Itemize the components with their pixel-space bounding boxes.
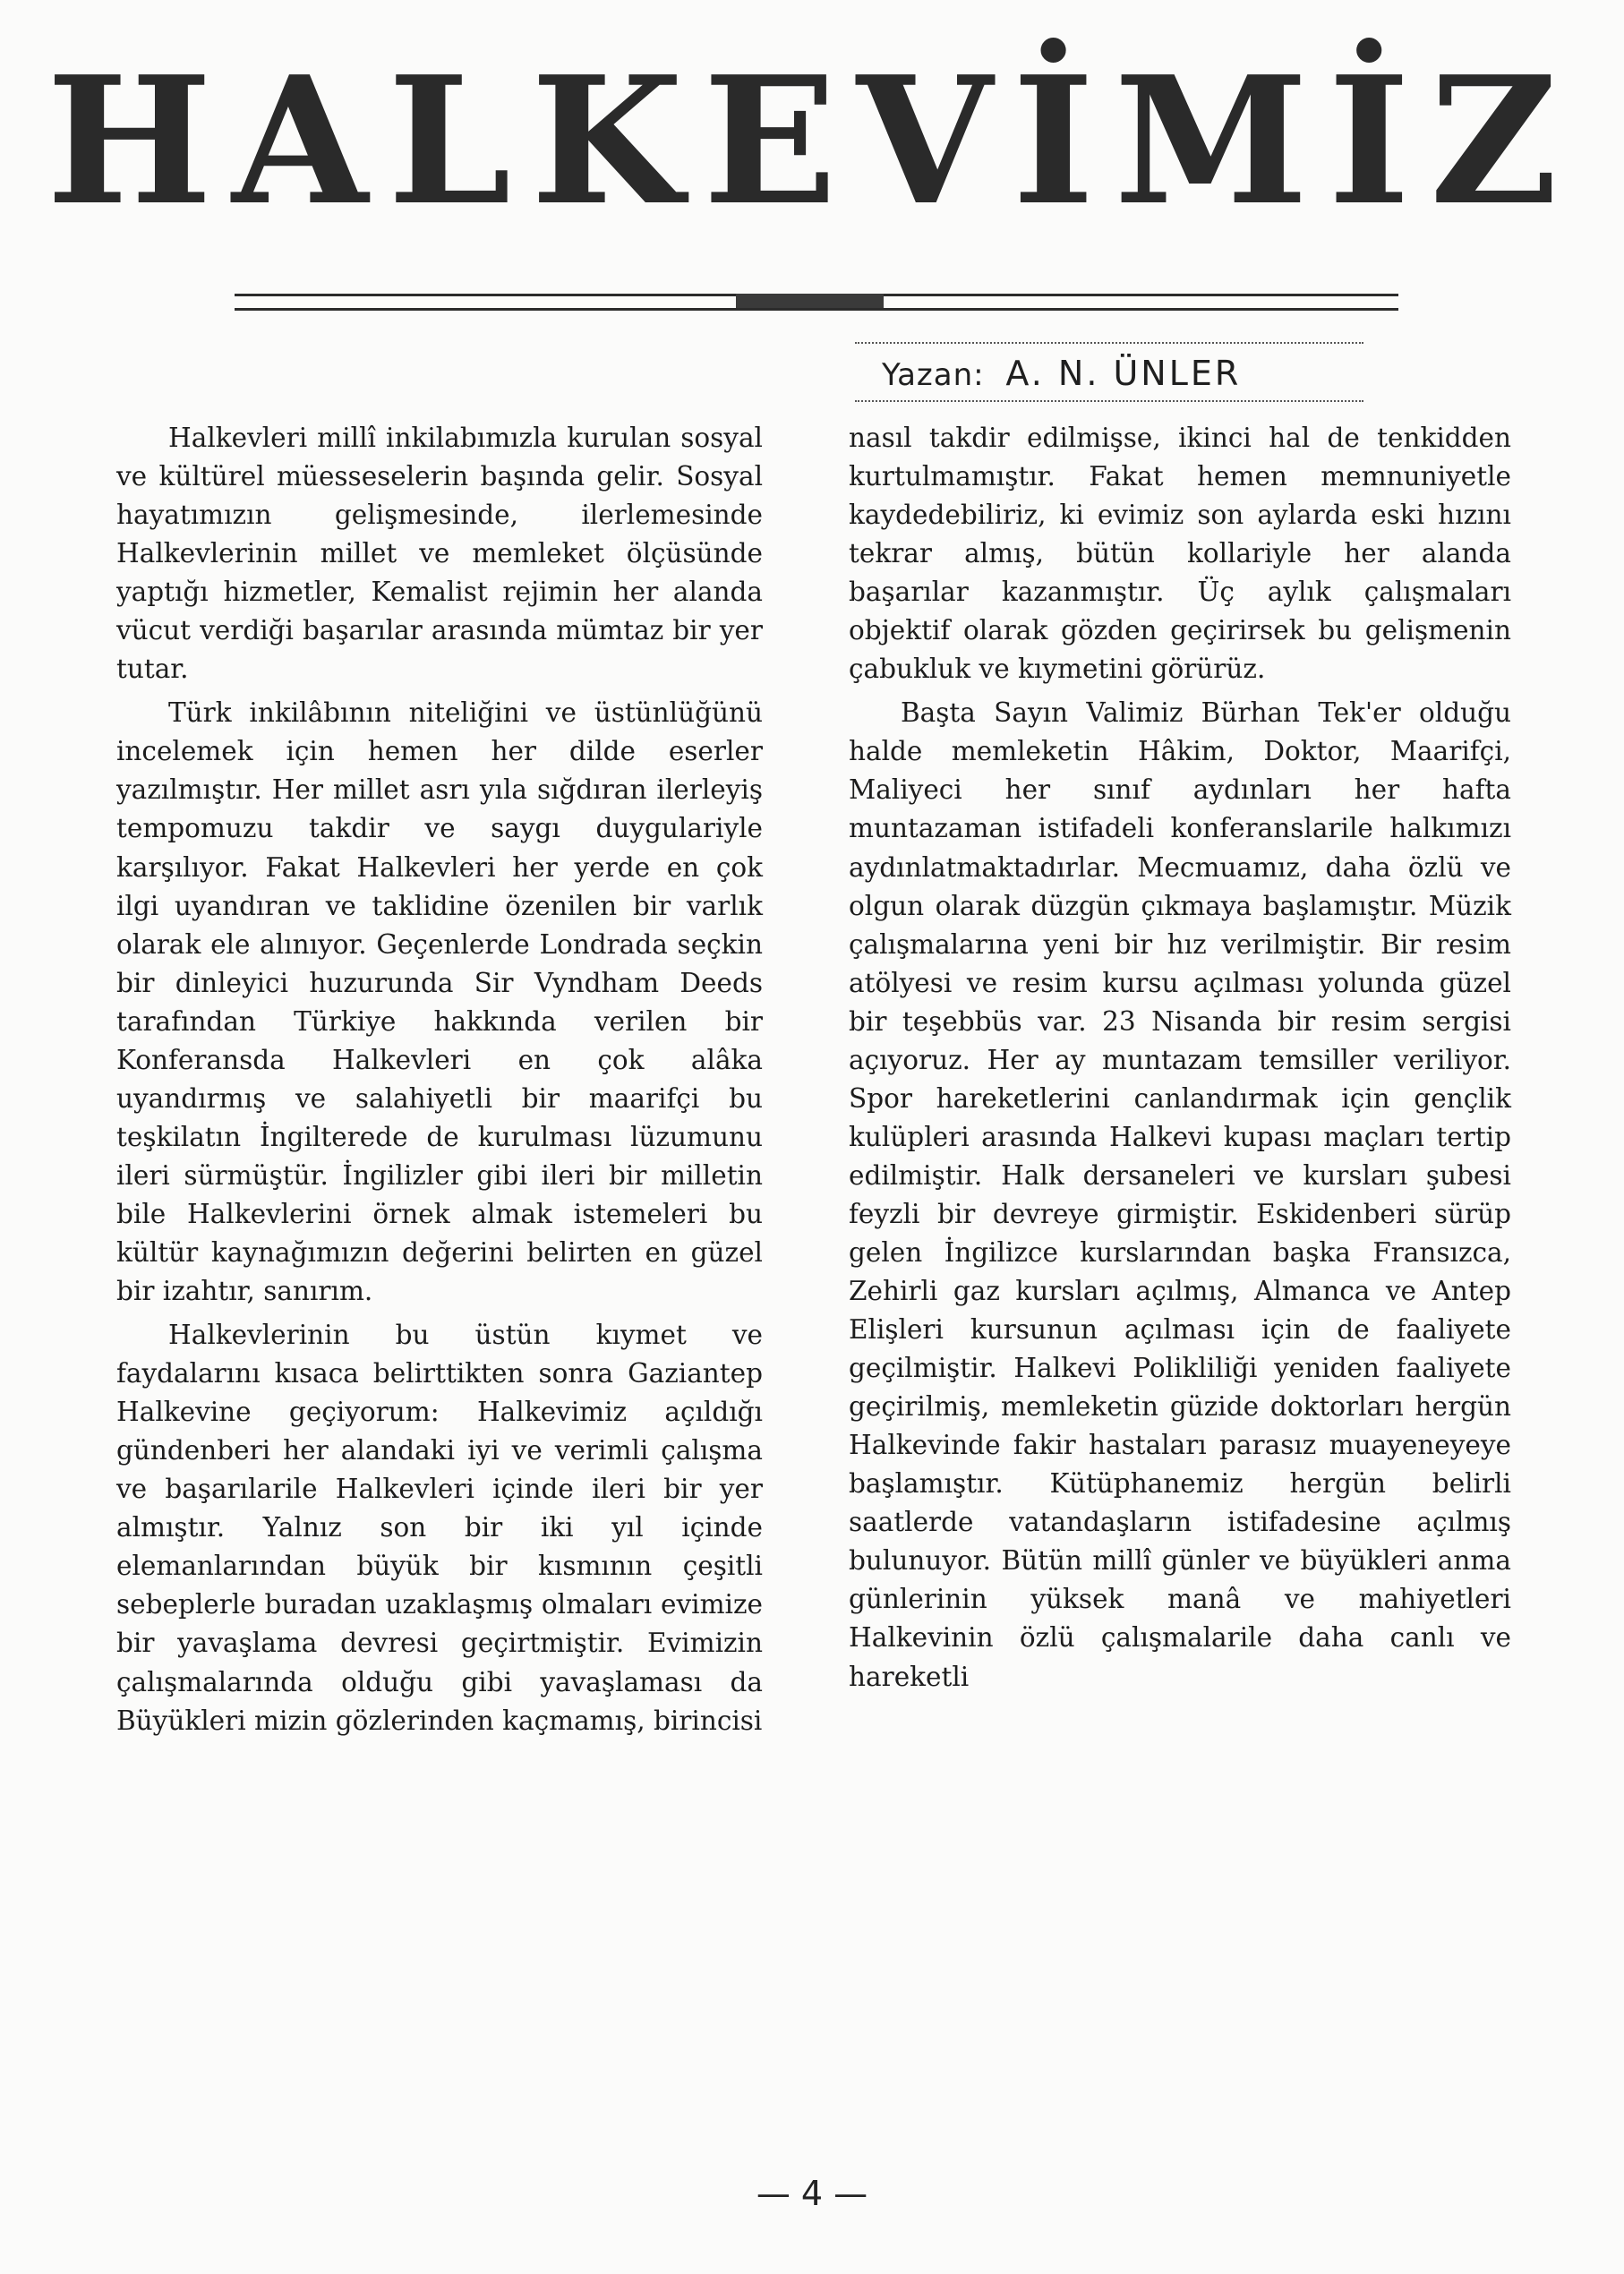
left-column: [116, 419, 763, 1746]
byline-rule-bottom: [855, 400, 1363, 402]
paragraph: Halkevleri millî inkilabımızla kurulan sosyal ve kültürel müesseselerin başında gelir. Sosyal hayatımızın gelişmesinde, ilerlemesinde Halkevlerinin millet ve memleket ölçüsünde yaptığı hizmetler, Kemalist rejimin her alanda vücut verdiği başarılar arasında mümtaz bir yer tutar.: [116, 423, 763, 685]
paragraph: Türk inkilâbının niteliğini ve üstünlüğünü incelemek için hemen her dilde eserler yazılmıştır. Her millet asrı yıla sığdıran ilerleyiş tempomuzu takdir ve saygı duygulariyle karşılıyor. Fakat Halkevleri her yerde en çok ilgi uyandıran ve taklidine özenilen bir varlık olarak ele alınıyor. Geçenlerde Londrada seçkin bir dinleyici huzurunda Sir Vyndham Deeds tarafından Türkiye hakkında verilen bir Konferansda Halkevleri en çok alâka uyandırmış ve salahiyetli bir maarifçi bu teşkilatın İngilterede de kurulması lüzumunu ileri sürmüştür. İngilizler gibi ileri bir milletin bile Halkevlerini örnek almak istemeleri bu kültür kaynağımızın değerini belirten en güzel bir izahtır, sanırım.: [116, 697, 763, 1307]
byline-prefix: Yazan:: [882, 357, 985, 393]
byline-rule-top: [855, 342, 1363, 344]
masthead-title: HALKEVİMİZ: [46, 38, 1578, 244]
paragraph: Başta Sayın Valimiz Bürhan Tek'er olduğu halde memleketin Hâkim, Doktor, Maarifçi, Maliyeci her sınıf aydınları her hafta muntazaman istifadeli konferanslarile halkımızı aydınlatmaktadırlar. Mecmuamız, daha özlü ve olgun olarak düzgün çıkmaya başlamıştır. Müzik çalışmalarına yeni bir hız verilmiştir. Bir resim atölyesi ve resim kursu açılması yolunda güzel bir teşebbüs var. 23 Nisanda bir resim sergisi açıyoruz. Her ay muntazam temsiller veriliyor. Spor hareketlerini canlandırmak için gençlik kulüpleri arasında Halkevi kupası maçları tertip edilmiştir. Halk dersaneleri ve kursları şubesi feyzli bir devreye girmiştir. Eskidenberi sürüp gelen İngilizce kurslarından başka Fransızca, Zehirli gaz kursları açılmış, Almanca ve Antep Elişleri kursunun açılması için de faaliyete geçilmiştir. Halkevi Polikliliği yeniden faaliyete geçirilmiş, memleketin güzide doktorları hergün Halkevinde fakir hastaları parasız muayeneyeye başlamıştır. Kütüphanemiz hergün belirli saatlerde vatandaşların istifadesine açılmış bulunuyor. Bütün millî günler ve büyükleri anma günlerinin yüksek manâ ve mahiyetleri Halkevinin özlü çalışmalarile daha canlı ve hareketli: [849, 697, 1511, 1692]
byline: [882, 354, 1347, 393]
page-number: — 4 —: [756, 2174, 868, 2213]
paragraph: nasıl takdir edilmişse, ikinci hal de tenkidden kurtulmamıştır. Fakat hemen memnuniyetle kaydedebiliriz, ki evimiz son aylarda eski hızını tekrar almış, bütün kollariyle her alanda başarılar kazanmıştır. Üç aylık çalışmaları objektif olarak gözden geçirirsek bu gelişmenin çabukluk ve kıymetini görürüz.: [849, 423, 1511, 685]
paragraph: Halkevlerinin bu üstün kıymet ve faydalarını kısaca belirttikten sonra Gaziantep Halkevine geçiyorum: Halkevimiz açıldığı gündenberi her alandaki iyi ve verimli çalışma ve başarılarile Halkevleri içinde ileri bir yer almıştır. Yalnız son bir iki yıl içinde elemanlarından büyük bir kısmının çeşitli sebeplerle buradan uzaklaşmış olmaları evimize bir yavaşlama devresi geçirtmiştir. Evimizin çalışmalarında olduğu gibi yavaşlaması da Büyükleri mizin gözlerinden kaçmamış, birincisi: [116, 1320, 763, 1736]
divider-ornament: [736, 294, 884, 308]
byline-author: A. N. ÜNLER: [1005, 354, 1242, 393]
divider-bottom: [235, 308, 1398, 311]
right-column: [849, 419, 1511, 1702]
masthead-rules: [235, 288, 1398, 324]
